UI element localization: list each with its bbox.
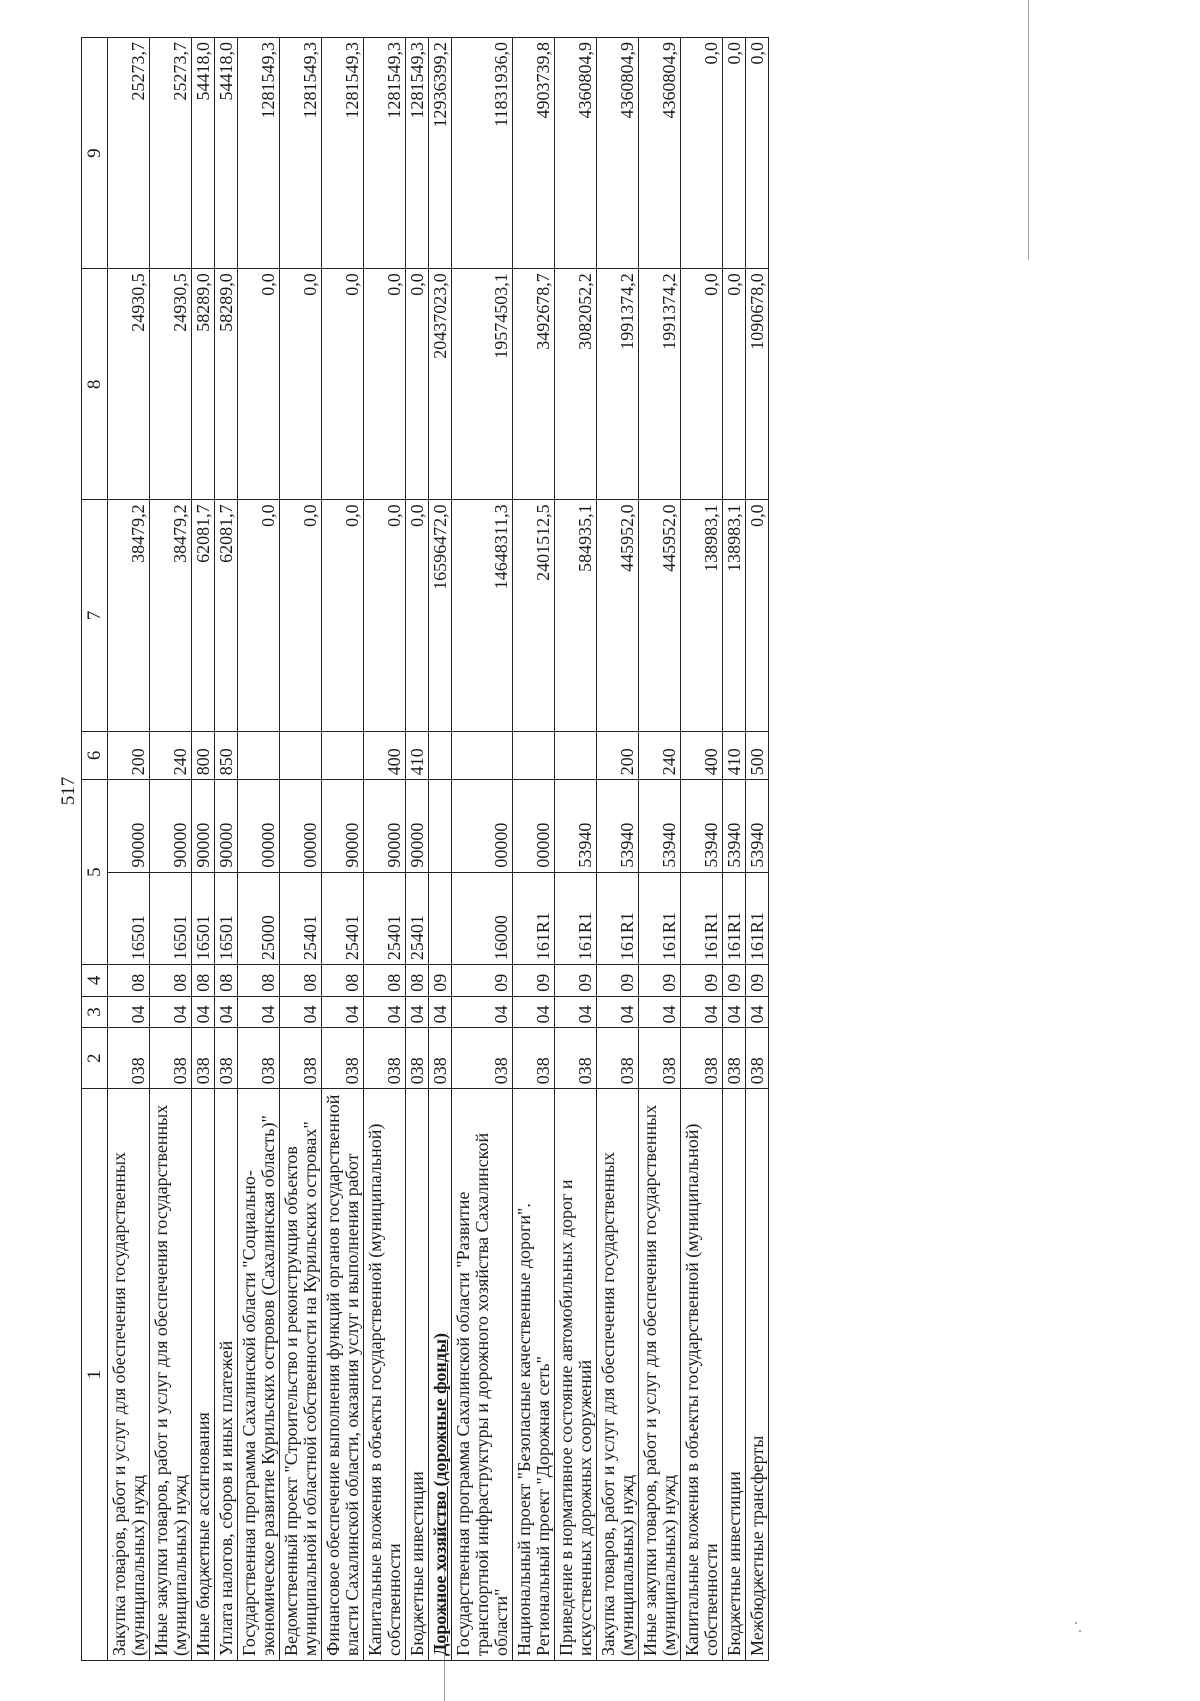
cell-section: 04: [746, 996, 769, 1028]
cell-amount-col9: 1281549,3: [406, 38, 429, 269]
cell-admin-code: 038: [513, 1028, 555, 1089]
cell-program-code: 161R1: [723, 872, 746, 964]
cell-amount-col7: 445952,0: [597, 500, 639, 731]
cell-program-code: 161R1: [597, 872, 639, 964]
cell-admin-code: 038: [723, 1028, 746, 1089]
table-row: [429, 38, 452, 1661]
cell-direction-code: 53940: [555, 780, 597, 872]
cell-amount-col7: 0,0: [322, 500, 364, 731]
table-row: [364, 38, 406, 1661]
cell-expense-type: 410: [723, 731, 746, 780]
cell-name: Капитальные вложения в объекты государственной (муниципальной) собственности: [681, 1089, 723, 1661]
cell-section: 04: [429, 996, 452, 1028]
cell-amount-col7: 38479,2: [150, 500, 192, 731]
table-body: [108, 38, 769, 1661]
cell-section: 04: [192, 996, 215, 1028]
table-row: [280, 38, 322, 1661]
cell-expense-type: [429, 731, 452, 780]
cell-section: 04: [215, 996, 238, 1028]
cell-section: 04: [513, 996, 555, 1028]
cell-name: Иные закупки товаров, работ и услуг для обеспечения государственных (муниципальных) нужд: [639, 1089, 681, 1661]
cell-amount-col9: 54418,0: [192, 38, 215, 269]
table-row: [746, 38, 769, 1661]
cell-amount-col8: 0,0: [364, 269, 406, 500]
cell-amount-col8: 24930,5: [150, 269, 192, 500]
cell-amount-col9: 54418,0: [215, 38, 238, 269]
cell-subsection: 09: [639, 965, 681, 997]
cell-name: Финансовое обеспечение выполнения функций органов государственной власти Сахалинской области, оказания услуг и выполнения работ: [322, 1089, 364, 1661]
cell-admin-code: 038: [192, 1028, 215, 1089]
cell-expense-type: [238, 731, 280, 780]
header-cell: 4: [82, 965, 108, 997]
cell-name: Уплата налогов, сборов и иных платежей: [215, 1089, 238, 1661]
cell-section: 04: [238, 996, 280, 1028]
cell-amount-col7: 14648311,3: [452, 500, 513, 731]
cell-direction-code: 53940: [746, 780, 769, 872]
cell-subsection: 08: [192, 965, 215, 997]
cell-admin-code: 038: [452, 1028, 513, 1089]
cell-program-code: 161R1: [746, 872, 769, 964]
cell-amount-col9: 12936399,2: [429, 38, 452, 269]
header-cell: 1: [82, 1089, 108, 1661]
rotated-table-container: [81, 37, 1117, 1661]
cell-expense-type: 200: [108, 731, 150, 780]
cell-name: Государственная программа Сахалинской области "Социально-экономическое развитие Курильских островов (Сахалинская область)": [238, 1089, 280, 1661]
cell-name: Межбюджетные трансферты: [746, 1089, 769, 1661]
cell-section: 04: [639, 996, 681, 1028]
cell-name: Национальный проект "Безопасные качественные дороги". Региональный проект "Дорожная сеть": [513, 1089, 555, 1661]
cell-subsection: 08: [150, 965, 192, 997]
cell-expense-type: 850: [215, 731, 238, 780]
cell-expense-type: 500: [746, 731, 769, 780]
cell-program-code: 16000: [452, 872, 513, 964]
cell-amount-col8: 19574503,1: [452, 269, 513, 500]
cell-amount-col9: 0,0: [723, 38, 746, 269]
cell-name: Капитальные вложения в объекты государственной (муниципальной) собственности: [364, 1089, 406, 1661]
cell-admin-code: 038: [681, 1028, 723, 1089]
cell-amount-col9: 0,0: [746, 38, 769, 269]
cell-name: Закупка товаров, работ и услуг для обеспечения государственных (муниципальных) нужд: [597, 1089, 639, 1661]
header-cell: 3: [82, 996, 108, 1028]
cell-section: 04: [555, 996, 597, 1028]
cell-amount-col7: 62081,7: [215, 500, 238, 731]
cell-name-bold: Дорожное хозяйство (дорожные фонды): [430, 1332, 450, 1656]
table-row: [215, 38, 238, 1661]
cell-admin-code: 038: [238, 1028, 280, 1089]
cell-program-code: 25401: [322, 872, 364, 964]
cell-subsection: 09: [723, 965, 746, 997]
cell-amount-col8: 0,0: [723, 269, 746, 500]
cell-amount-col7: 445952,0: [639, 500, 681, 731]
cell-expense-type: 240: [150, 731, 192, 780]
cell-section: 04: [322, 996, 364, 1028]
cell-amount-col7: 0,0: [238, 500, 280, 731]
cell-amount-col7: 0,0: [364, 500, 406, 731]
cell-admin-code: 038: [280, 1028, 322, 1089]
header-cell: 6: [82, 731, 108, 780]
cell-subsection: 09: [555, 965, 597, 997]
table-row: [555, 38, 597, 1661]
cell-amount-col8: 1991374,2: [597, 269, 639, 500]
cell-direction-code: 53940: [639, 780, 681, 872]
cell-name: Иные закупки товаров, работ и услуг для обеспечения государственных (муниципальных) нужд: [150, 1089, 192, 1661]
cell-subsection: 08: [108, 965, 150, 997]
cell-amount-col9: 1281549,3: [322, 38, 364, 269]
cell-amount-col8: 3492678,7: [513, 269, 555, 500]
header-cell: 5: [82, 780, 108, 965]
cell-program-code: 25000: [238, 872, 280, 964]
cell-amount-col8: 0,0: [280, 269, 322, 500]
cell-program-code: 16501: [215, 872, 238, 964]
cell-direction-code: 00000: [238, 780, 280, 872]
cell-amount-col8: 0,0: [406, 269, 429, 500]
cell-amount-col8: 0,0: [322, 269, 364, 500]
cell-amount-col7: 138983,1: [723, 500, 746, 731]
cell-admin-code: 038: [555, 1028, 597, 1089]
cell-amount-col9: 0,0: [681, 38, 723, 269]
cell-direction-code: 53940: [597, 780, 639, 872]
cell-amount-col8: 3082052,2: [555, 269, 597, 500]
cell-amount-col7: 38479,2: [108, 500, 150, 731]
cell-name: Ведомственный проект "Строительство и реконструкция объектов муниципальной и областной собственности на Курильских островах": [280, 1089, 322, 1661]
cell-admin-code: 038: [322, 1028, 364, 1089]
cell-amount-col7: 0,0: [406, 500, 429, 731]
cell-direction-code: 90000: [364, 780, 406, 872]
header-row: [82, 38, 108, 1661]
header-cell: 7: [82, 500, 108, 731]
cell-amount-col7: 0,0: [280, 500, 322, 731]
cell-expense-type: 240: [639, 731, 681, 780]
cell-direction-code: 00000: [452, 780, 513, 872]
table-row: [150, 38, 192, 1661]
cell-amount-col8: 58289,0: [215, 269, 238, 500]
cell-program-code: 25401: [406, 872, 429, 964]
cell-program-code: 161R1: [681, 872, 723, 964]
cell-direction-code: 90000: [150, 780, 192, 872]
cell-section: 04: [452, 996, 513, 1028]
cell-program-code: 161R1: [639, 872, 681, 964]
table-row: [681, 38, 723, 1661]
cell-name: Бюджетные инвестиции: [723, 1089, 746, 1661]
cell-direction-code: 90000: [108, 780, 150, 872]
cell-direction-code: 90000: [215, 780, 238, 872]
cell-subsection: 08: [280, 965, 322, 997]
cell-expense-type: [555, 731, 597, 780]
cell-amount-col8: 20437023,0: [429, 269, 452, 500]
cell-program-code: 16501: [150, 872, 192, 964]
cell-section: 04: [597, 996, 639, 1028]
cell-amount-col8: 0,0: [238, 269, 280, 500]
page-number: 517: [58, 776, 79, 806]
cell-amount-col9: 25273,7: [108, 38, 150, 269]
cell-admin-code: 038: [639, 1028, 681, 1089]
cell-direction-code: 90000: [406, 780, 429, 872]
cell-amount-col9: 1281549,3: [364, 38, 406, 269]
cell-expense-type: 200: [597, 731, 639, 780]
cell-amount-col7: 0,0: [746, 500, 769, 731]
cell-subsection: 08: [364, 965, 406, 997]
cell-amount-col9: 1281549,3: [238, 38, 280, 269]
table-row: [108, 38, 150, 1661]
table-row: [406, 38, 429, 1661]
cell-direction-code: 90000: [322, 780, 364, 872]
cell-section: 04: [681, 996, 723, 1028]
cell-admin-code: 038: [150, 1028, 192, 1089]
cell-admin-code: 038: [364, 1028, 406, 1089]
cell-amount-col9: 25273,7: [150, 38, 192, 269]
cell-subsection: 08: [406, 965, 429, 997]
table-row: [597, 38, 639, 1661]
cell-program-code: [429, 872, 452, 964]
cell-program-code: 16501: [192, 872, 215, 964]
cell-amount-col8: 24930,5: [108, 269, 150, 500]
cell-admin-code: 038: [597, 1028, 639, 1089]
cell-program-code: 25401: [364, 872, 406, 964]
header-cell: 9: [82, 38, 108, 269]
cell-subsection: 09: [452, 965, 513, 997]
cell-name: Государственная программа Сахалинской области "Развитие транспортной инфраструктуры и дорожного хозяйства Сахалинской области": [452, 1089, 513, 1661]
cell-expense-type: [322, 731, 364, 780]
cell-subsection: 09: [746, 965, 769, 997]
table-row: [513, 38, 555, 1661]
cell-expense-type: 400: [364, 731, 406, 780]
cell-subsection: 08: [322, 965, 364, 997]
table-row: [322, 38, 364, 1661]
table-row: [639, 38, 681, 1661]
cell-direction-code: 00000: [513, 780, 555, 872]
cell-amount-col7: 2401512,5: [513, 500, 555, 731]
cell-name: Бюджетные инвестиции: [406, 1089, 429, 1661]
header-cell: 8: [82, 269, 108, 500]
cell-amount-col9: 1281549,3: [280, 38, 322, 269]
cell-subsection: 09: [429, 965, 452, 997]
cell-amount-col8: 1090678,0: [746, 269, 769, 500]
cell-direction-code: [429, 780, 452, 872]
cell-amount-col9: 4360804,9: [597, 38, 639, 269]
cell-amount-col8: 0,0: [681, 269, 723, 500]
cell-program-code: 16501: [108, 872, 150, 964]
cell-section: 04: [406, 996, 429, 1028]
cell-amount-col9: 4360804,9: [555, 38, 597, 269]
cell-expense-type: 410: [406, 731, 429, 780]
cell-program-code: 25401: [280, 872, 322, 964]
cell-name: Иные бюджетные ассигнования: [192, 1089, 215, 1661]
cell-direction-code: 90000: [192, 780, 215, 872]
cell-amount-col7: 62081,7: [192, 500, 215, 731]
cell-expense-type: [513, 731, 555, 780]
table-row: [723, 38, 746, 1661]
cell-direction-code: 53940: [681, 780, 723, 872]
cell-subsection: 09: [597, 965, 639, 997]
cell-amount-col8: 58289,0: [192, 269, 215, 500]
cell-amount-col9: 11831936,0: [452, 38, 513, 269]
cell-program-code: 161R1: [555, 872, 597, 964]
cell-name: Приведение в нормативное состояние автомобильных дорог и искусственных дорожных сооружений: [555, 1089, 597, 1661]
cell-section: 04: [280, 996, 322, 1028]
cell-admin-code: 038: [215, 1028, 238, 1089]
cell-expense-type: [280, 731, 322, 780]
cell-subsection: 09: [681, 965, 723, 997]
cell-admin-code: 038: [108, 1028, 150, 1089]
cell-section: 04: [364, 996, 406, 1028]
cell-subsection: 09: [513, 965, 555, 997]
cell-expense-type: [452, 731, 513, 780]
cell-name: [429, 1089, 452, 1661]
cell-amount-col9: 4360804,9: [639, 38, 681, 269]
cell-section: 04: [108, 996, 150, 1028]
cell-expense-type: 400: [681, 731, 723, 780]
table-row: [452, 38, 513, 1661]
cell-program-code: 161R1: [513, 872, 555, 964]
cell-subsection: 08: [238, 965, 280, 997]
cell-direction-code: 00000: [280, 780, 322, 872]
cell-admin-code: 038: [429, 1028, 452, 1089]
table-row: [238, 38, 280, 1661]
cell-expense-type: 800: [192, 731, 215, 780]
cell-direction-code: 53940: [723, 780, 746, 872]
budget-table: [81, 37, 769, 1661]
cell-amount-col7: 138983,1: [681, 500, 723, 731]
cell-amount-col7: 16596472,0: [429, 500, 452, 731]
cell-amount-col7: 584935,1: [555, 500, 597, 731]
cell-section: 04: [723, 996, 746, 1028]
cell-amount-col9: 4903739,8: [513, 38, 555, 269]
cell-amount-col8: 1991374,2: [639, 269, 681, 500]
cell-subsection: 08: [215, 965, 238, 997]
cell-name: Закупка товаров, работ и услуг для обеспечения государственных (муниципальных) нужд: [108, 1089, 150, 1661]
header-cell: 2: [82, 1028, 108, 1089]
cell-admin-code: 038: [406, 1028, 429, 1089]
cell-section: 04: [150, 996, 192, 1028]
table-row: [192, 38, 215, 1661]
cell-admin-code: 038: [746, 1028, 769, 1089]
